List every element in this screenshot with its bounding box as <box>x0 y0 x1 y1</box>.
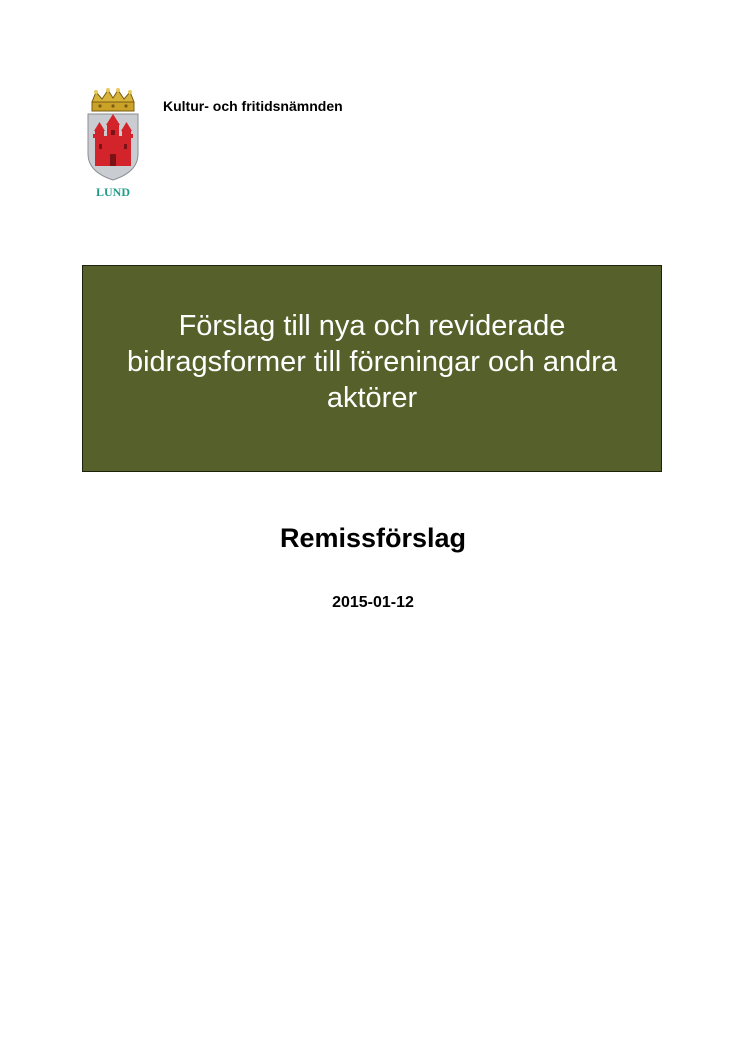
lund-coat-of-arms-logo <box>84 88 142 206</box>
document-subtitle: Remissförslag <box>279 523 467 553</box>
title-box <box>82 265 662 472</box>
crown-icon <box>92 88 134 111</box>
document-title: Förslag till nya och reviderade bidragsformer till föreningar och andra aktörer <box>126 310 618 414</box>
logo-lettering: LUND <box>95 185 131 199</box>
document-date: 2015-01-12 <box>332 594 414 611</box>
shield-icon <box>88 114 138 180</box>
organization-name: Kultur- och fritidsnämnden <box>163 98 343 114</box>
